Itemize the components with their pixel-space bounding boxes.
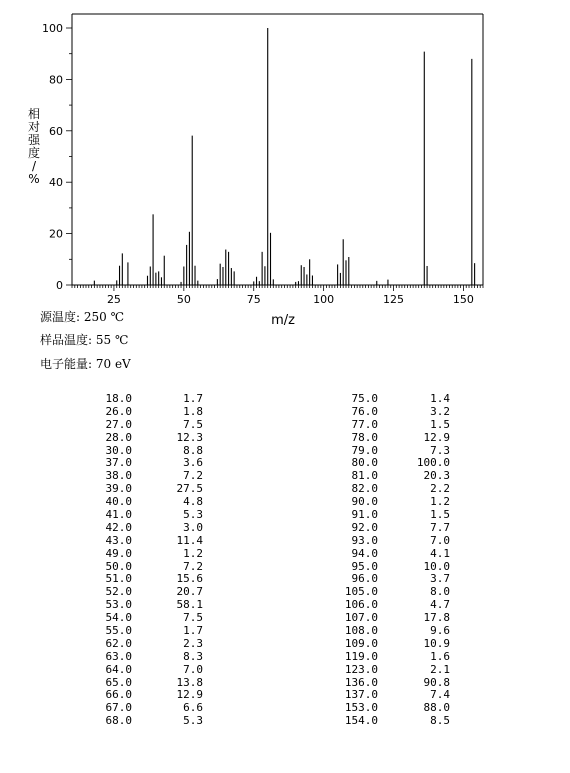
mz-value: 137.0 [344,688,378,702]
abundance-value: 1.4 [430,392,450,405]
abundance-value: 7.0 [430,533,450,547]
abundance-value: 1.5 [430,508,450,522]
mz-value: 77.0 [351,417,378,431]
abundance-value: 10.0 [423,559,450,573]
table-row [0,715,570,728]
abundance-value: 1.2 [430,495,450,509]
mz-value: 96.0 [351,572,378,586]
mass-spectrum-chart [0,0,570,330]
abundance-value: 5.3 [183,714,203,728]
mz-value: 94.0 [351,546,378,560]
abundance-value: 7.4 [430,688,450,702]
abundance-value: 6.6 [183,701,203,715]
abundance-value: 8.8 [183,443,203,457]
abundance-value: 20.7 [176,585,203,599]
mz-value: 62.0 [105,636,132,650]
table-row [0,483,570,496]
source-temperature: 源温度: 250 ℃ [40,310,125,324]
table-row [0,535,570,548]
abundance-value: 3.0 [183,520,203,534]
abundance-value: 12.9 [176,688,203,702]
mz-value: 54.0 [105,611,132,625]
abundance-value: 90.8 [423,675,450,689]
abundance-value: 17.8 [423,611,450,625]
abundance-value: 8.5 [430,714,450,728]
y-axis-label: 相对强度/ % [27,107,41,186]
abundance-value: 4.8 [183,495,203,509]
mz-value: 68.0 [105,714,132,728]
mz-value: 51.0 [105,572,132,586]
mz-value: 92.0 [351,520,378,534]
table-row [0,496,570,509]
table-row [0,573,570,586]
chart-axes [66,14,483,291]
x-axis-label: m/z [271,313,295,328]
mz-value: 30.0 [105,443,132,457]
mz-value: 65.0 [105,675,132,689]
tick-labels [42,22,474,306]
table-row [0,599,570,612]
mz-value: 136.0 [344,675,378,689]
abundance-value: 7.7 [430,520,450,534]
y-tick-label: 80 [49,73,63,87]
mz-value: 81.0 [351,469,378,483]
mz-value: 79.0 [351,443,378,457]
x-tick-label: 100 [313,293,335,306]
abundance-value: 15.6 [176,572,203,586]
mz-value: 154.0 [344,714,378,728]
mz-value: 43.0 [105,533,132,547]
abundance-value: 2.3 [183,636,203,650]
mz-value: 50.0 [105,559,132,573]
abundance-value: 1.7 [183,624,203,638]
mz-value: 41.0 [105,508,132,522]
table-row [0,445,570,458]
abundance-value: 2.1 [430,662,450,676]
x-tick-label: 75 [246,293,261,306]
mz-value: 78.0 [351,430,378,444]
mz-value: 107.0 [344,611,378,625]
table-row [0,689,570,702]
peak-series [94,28,474,285]
mz-value: 28.0 [105,430,132,444]
electron-energy: 电子能量: 70 eV [40,357,131,371]
table-row [0,586,570,599]
abundance-value: 5.3 [183,508,203,522]
mz-value: 53.0 [105,598,132,612]
mz-value: 63.0 [105,649,132,663]
abundance-value: 1.5 [430,417,450,431]
table-row [0,651,570,664]
mz-value: 40.0 [105,495,132,509]
abundance-value: 20.3 [423,469,450,483]
sample-temperature: 样品温度: 55 ℃ [40,333,129,347]
x-tick-label: 125 [383,293,405,306]
mz-value: 39.0 [105,482,132,496]
table-row [0,677,570,690]
table-row [0,625,570,638]
mz-value: 27.0 [105,417,132,431]
abundance-value: 12.3 [176,430,203,444]
abundance-value: 100.0 [416,456,450,470]
mz-value: 76.0 [351,404,378,418]
mz-value: 67.0 [105,701,132,715]
mz-value: 75.0 [351,392,378,405]
abundance-value: 7.3 [430,443,450,457]
x-tick-label: 150 [452,293,474,306]
mz-value: 93.0 [351,533,378,547]
mz-value: 153.0 [344,701,378,715]
table-row [0,457,570,470]
abundance-value: 7.5 [183,611,203,625]
mz-value: 42.0 [105,520,132,534]
abundance-value: 4.7 [430,598,450,612]
table-row [0,702,570,715]
mz-value: 119.0 [344,649,378,663]
abundance-value: 3.6 [183,456,203,470]
table-row [0,432,570,445]
abundance-value: 7.2 [183,469,203,483]
table-row [0,522,570,535]
table-row [0,470,570,483]
table-row [0,509,570,522]
table-row [0,419,570,432]
table-row [0,406,570,419]
mz-value: 64.0 [105,662,132,676]
abundance-value: 1.6 [430,649,450,663]
mz-value: 95.0 [351,559,378,573]
mz-value: 66.0 [105,688,132,702]
mz-value: 52.0 [105,585,132,599]
abundance-value: 8.3 [183,649,203,663]
y-tick-label: 40 [49,176,63,190]
abundance-value: 2.2 [430,482,450,496]
table-row [0,664,570,677]
abundance-value: 13.8 [176,675,203,689]
y-tick-label: 0 [56,279,63,292]
mz-value: 90.0 [351,495,378,509]
abundance-value: 27.5 [176,482,203,496]
abundance-value: 12.9 [423,430,450,444]
abundance-value: 1.2 [183,546,203,560]
abundance-value: 8.0 [430,585,450,599]
abundance-value: 3.2 [430,404,450,418]
peak-table-right [0,393,570,728]
y-tick-label: 100 [42,22,63,35]
x-tick-label: 25 [106,293,121,306]
mz-value: 82.0 [351,482,378,496]
y-tick-label: 60 [49,124,63,138]
table-row [0,638,570,651]
abundance-value: 1.8 [183,404,203,418]
abundance-value: 58.1 [176,598,203,612]
abundance-value: 7.2 [183,559,203,573]
abundance-value: 4.1 [430,546,450,560]
mz-value: 109.0 [344,636,378,650]
x-tick-label: 50 [176,293,191,306]
abundance-value: 10.9 [423,636,450,650]
mz-value: 55.0 [105,624,132,638]
mz-value: 91.0 [351,508,378,522]
y-tick-label: 20 [49,227,63,241]
mz-value: 105.0 [344,585,378,599]
abundance-value: 9.6 [430,624,450,638]
table-row [0,561,570,574]
table-row [0,548,570,561]
abundance-value: 1.7 [183,392,203,405]
mz-value: 108.0 [344,624,378,638]
mz-value: 106.0 [344,598,378,612]
abundance-value: 7.0 [183,662,203,676]
mz-value: 37.0 [105,456,132,470]
abundance-value: 7.5 [183,417,203,431]
mz-value: 26.0 [105,404,132,418]
mz-value: 80.0 [351,456,378,470]
mz-value: 49.0 [105,546,132,560]
mz-value: 123.0 [344,662,378,676]
abundance-value: 3.7 [430,572,450,586]
table-row [0,393,570,406]
abundance-value: 88.0 [423,701,450,715]
mz-value: 18.0 [105,392,132,405]
table-row [0,612,570,625]
abundance-value: 11.4 [176,533,203,547]
mz-value: 38.0 [105,469,132,483]
